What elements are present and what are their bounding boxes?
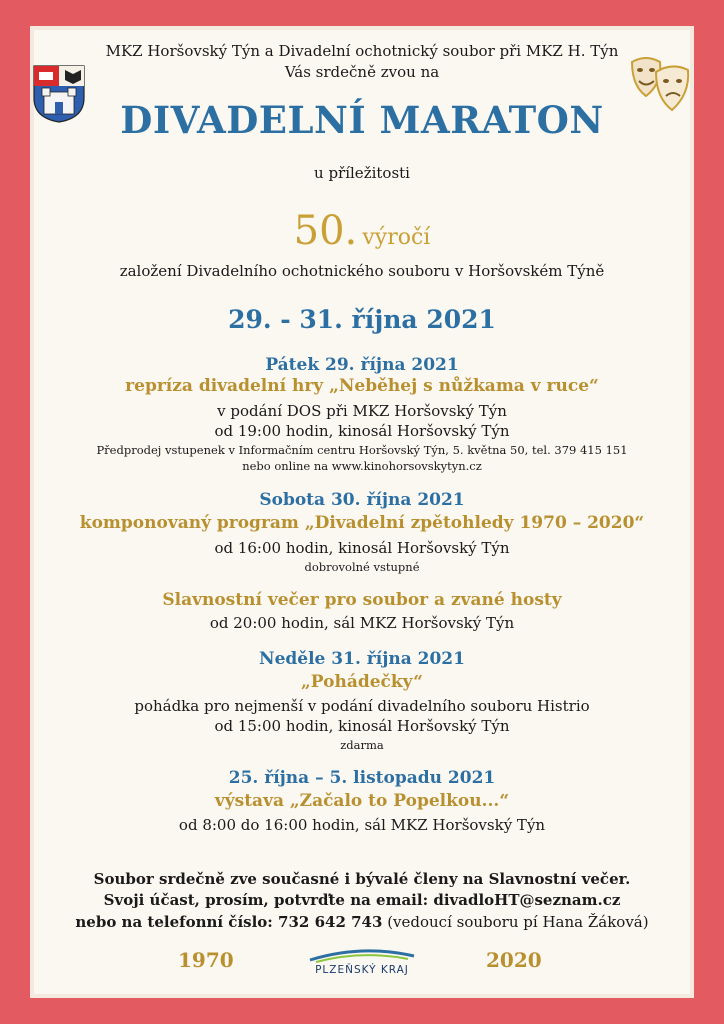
- footer-phone: [0, 912, 724, 931]
- sponsor-name: PLZEŇSKÝ KRAJ: [315, 964, 409, 976]
- anniversary-number: 50.: [293, 208, 358, 254]
- sunday-time: od 15:00 hodin, kinosál Horšovský Týn: [214, 717, 510, 735]
- sunday-date: Neděle 31. října 2021: [259, 649, 465, 669]
- friday-date: Pátek 29. října 2021: [265, 355, 459, 375]
- footer-contact-person: (vedoucí souboru pí Hana Žáková): [382, 913, 649, 931]
- founding-line: založení Divadelního ochotnického souboru v Horšovském Týně: [119, 262, 605, 280]
- organizers-line: MKZ Horšovský Týn a Divadelní ochotnický soubor při MKZ H. Týn: [105, 42, 619, 60]
- sunday-note: zdarma: [340, 738, 384, 752]
- year-right: 2020: [486, 948, 542, 972]
- exhibition-program: výstava „Začalo to Popelkou...“: [214, 791, 510, 811]
- page-title: DIVADELNÍ MARATON: [120, 98, 604, 142]
- footer-phone-number: nebo na telefonní číslo: 732 642 743: [75, 913, 383, 931]
- date-range: 29. - 31. října 2021: [228, 305, 496, 334]
- plzensky-kraj-swoosh-icon: [296, 944, 428, 966]
- footer-email: Svoji účast, prosím, potvrďte na email: divadloHT@seznam.cz: [103, 891, 621, 909]
- sunday-program: „Pohádečky“: [301, 672, 423, 692]
- saturday-date: Sobota 30. října 2021: [259, 490, 465, 510]
- saturday-note: dobrovolné vstupné: [304, 560, 420, 574]
- friday-presale: Předprodej vstupenek v Informačním centru Horšovský Týn, 5. května 50, tel. 379 415 151: [96, 443, 628, 457]
- footer-invite: Soubor srdečně zve současné i bývalé členy na Slavnostní večer.: [93, 870, 631, 888]
- anniversary-word: výročí: [362, 225, 431, 250]
- anniversary-line: [0, 208, 724, 254]
- friday-program: repríza divadelní hry „Neběhej s nůžkama v ruce“: [125, 376, 599, 396]
- evening-time: od 20:00 hodin, sál MKZ Horšovský Týn: [209, 614, 515, 632]
- saturday-time: od 16:00 hodin, kinosál Horšovský Týn: [214, 539, 510, 557]
- exhibition-date: 25. října – 5. listopadu 2021: [228, 768, 496, 788]
- exhibition-time: od 8:00 do 16:00 hodin, sál MKZ Horšovský Týn: [178, 816, 546, 834]
- evening-title: Slavnostní večer pro soubor a zvané hosty: [162, 590, 562, 610]
- friday-online: nebo online na www.kinohorsovskytyn.cz: [242, 459, 482, 473]
- sunday-by: pohádka pro nejmenší v podání divadelního souboru Histrio: [134, 697, 590, 715]
- friday-by: v podání DOS při MKZ Horšovský Týn: [217, 402, 507, 420]
- year-left: 1970: [178, 948, 234, 972]
- sponsor-logo: [296, 944, 428, 980]
- invite-line: Vás srdečně zvou na: [284, 63, 440, 81]
- occasion-line: u příležitosti: [314, 164, 410, 182]
- saturday-program: komponovaný program „Divadelní zpětohledy 1970 – 2020“: [79, 513, 645, 533]
- friday-time: od 19:00 hodin, kinosál Horšovský Týn: [214, 422, 510, 440]
